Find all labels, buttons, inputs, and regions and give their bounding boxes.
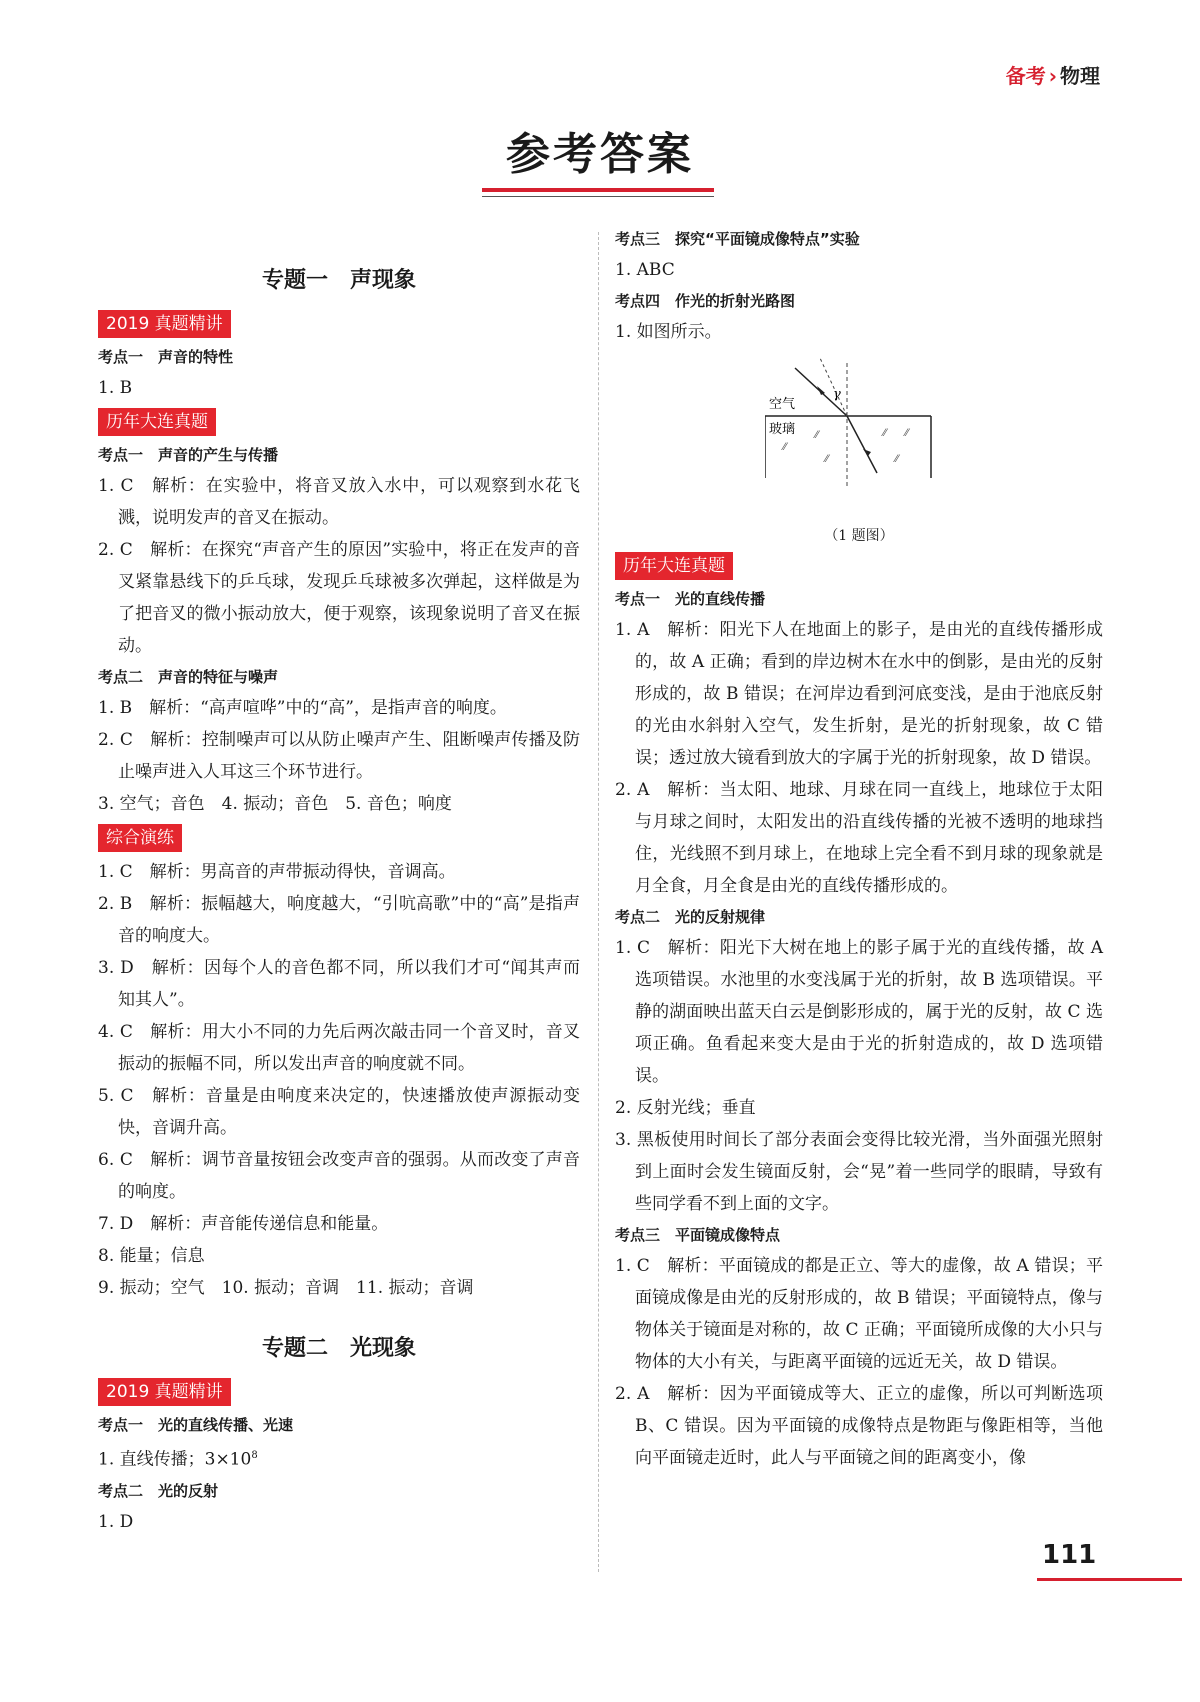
answer-item: 6. C 解析：调节音量按钮会改变声音的强弱。从而改变了声音的响度。 [98, 1150, 580, 1202]
answer-item: 9. 振动；空气 10. 振动；音调 11. 振动；音调 [98, 1278, 474, 1298]
header [1006, 60, 1100, 89]
answer-item: 1. C 解析：男高音的声带振动得快，音调高。 [98, 862, 456, 882]
page-number-underline [1037, 1578, 1182, 1581]
left-column [98, 258, 580, 1538]
answer-item: 2. C 解析：在探究“声音产生的原因”实验中，将正在发声的音叉紧靠悬线下的乒乓球，发现乒乓球被多次弹起，这样做是为了把音叉的微小振动放大，便于观察，该现象说明了音叉在振动。 [98, 540, 580, 656]
answer-text: 1. 直线传播；3×10 [98, 1449, 252, 1470]
answer-item: 3. D 解析：因每个人的音色都不同，所以我们才可“闻其声而知其人”。 [98, 958, 580, 1010]
kaodian-heading: 考点三 平面镜成像特点 [615, 1226, 781, 1244]
answer-item: 4. C 解析：用大小不同的力先后两次敲击同一个音叉时，音叉振动的振幅不同，所以发出声音的响度就不同。 [98, 1022, 580, 1074]
answer-item: 1. C 解析：平面镜成的都是正立、等大的虚像，故 A 错误；平面镜成像是由光的反射形成的，故 B 错误；平面镜特点，像与物体关于镜面是对称的，故 C 正确；平面镜所成像的大小只与物体的大小有关，与距离平面镜的远近无关，故 D 错误。 [615, 1256, 1103, 1372]
kaodian-heading: 考点二 光的反射 [98, 1481, 219, 1500]
hatch-mark: ⁄⁄ [895, 454, 899, 465]
kaodian-heading: 考点四 作光的折射光路图 [615, 292, 796, 310]
badge-zonghe: 综合演练 [98, 824, 182, 852]
kaodian-heading: 考点三 探究“平面镜成像特点”实验 [615, 230, 860, 248]
answer-item: 2. B 解析：振幅越大，响度越大，“引吭高歌”中的“高”是指声音的响度大。 [98, 894, 580, 946]
label-air: 空气 [769, 397, 796, 412]
title-underline [482, 188, 714, 192]
answer-item: 1. 如图所示。 [615, 322, 722, 342]
answer-item [98, 1440, 580, 1476]
answer-item: 1. ABC [615, 260, 675, 280]
hatch-mark: ⁄⁄ [825, 454, 829, 465]
page-title: 参考答案 [506, 129, 694, 180]
answer-item: 2. C 解析：控制噪声可以从防止噪声产生、阻断噪声传播及防止噪声进入人耳这三个环节进行。 [98, 730, 580, 782]
hatch-mark: ⁄⁄ [783, 442, 787, 453]
brand-label: 备考 [1005, 64, 1046, 88]
answer-item: 1. B 解析：“高声喧哗”中的“高”，是指声音的响度。 [98, 698, 507, 718]
answer-item: 2. A 解析：因为平面镜成等大、正立的虚像，所以可判断选项 B、C 错误。因为平面镜的成像特点是物距与像距相等，当他向平面镜走近时，此人与平面镜之间的距离变小，像 [615, 1384, 1103, 1468]
badge-history: 历年大连真题 [615, 552, 733, 580]
figure-caption: （1 题图） [824, 528, 894, 544]
page-number: 111 [1042, 1540, 1097, 1570]
kaodian-heading: 考点一 光的直线传播 [615, 590, 766, 608]
chevron-right-icon: › [1048, 64, 1057, 88]
answer-item: 3. 空气；音色 4. 振动；音色 5. 音色；响度 [98, 794, 452, 814]
badge-history: 历年大连真题 [98, 408, 216, 436]
answer-item: 7. D 解析：声音能传递信息和能量。 [98, 1214, 389, 1234]
section-title-2: 专题二 光现象 [261, 1335, 416, 1361]
answer-item: 1. C 解析：阳光下大树在地上的影子属于光的直线传播，故 A 选项错误。水池里的水变浅属于光的折射，故 B 选项错误。平静的湖面映出蓝天白云是倒影形成的，属于光的反射，故 C 选项正确。鱼看起来变大是由于光的折射造成的，故 D 选项错误。 [615, 938, 1103, 1086]
answer-item: 8. 能量；信息 [98, 1246, 205, 1266]
answer-item: 3. 黑板使用时间长了部分表面会变得比较光滑，当外面强光照射到上面时会发生镜面反射，会“晃”着一些同学的眼睛，导致有些同学看不到上面的文字。 [615, 1130, 1103, 1214]
hatch-mark: ⁄⁄ [815, 430, 819, 441]
refraction-diagram [765, 358, 945, 508]
badge-2019: 2019 真题精讲 [98, 1378, 231, 1406]
answer-item: 5. C 解析：音量是由响度来决定的，快速播放使声源振动变快，音调升高。 [98, 1086, 580, 1138]
hatch-mark: ⁄⁄ [883, 428, 887, 439]
answer-item: 1. C 解析：在实验中，将音叉放入水中，可以观察到水花飞溅，说明发声的音叉在振动。 [98, 476, 580, 528]
kaodian-heading: 考点一 光的直线传播、光速 [98, 1416, 294, 1434]
kaodian-heading: 考点二 声音的特征与噪声 [98, 668, 279, 686]
answer-item: 1. D [98, 1511, 134, 1532]
refraction-figure [615, 348, 1103, 548]
answer-item: 1. B [98, 378, 133, 398]
subject-label: 物理 [1060, 64, 1100, 88]
label-gamma: γ [833, 387, 841, 402]
exponent: 8 [251, 1450, 258, 1461]
label-glass: 玻璃 [769, 422, 796, 437]
answer-item: 2. 反射光线；垂直 [615, 1098, 756, 1118]
kaodian-heading: 考点一 声音的特性 [98, 348, 234, 366]
badge-2019: 2019 真题精讲 [98, 310, 231, 338]
answer-item: 1. A 解析：阳光下人在地面上的影子，是由光的直线传播形成的，故 A 正确；看到的岸边树木在水中的倒影，是由光的反射形成的，故 B 错误；在河岸边看到河底变浅，是由于池底反射的光由水斜射入空气，发生折射，是光的折射现象，故 C 错误；透过放大镜看到放大的字属于光的折射现象，故 D 错误。 [615, 620, 1103, 768]
title-underline-thin [482, 196, 714, 197]
column-divider [598, 232, 599, 1572]
right-column [615, 224, 1103, 1474]
refracted-ray [847, 416, 877, 473]
hatch-mark: ⁄⁄ [905, 428, 909, 439]
section-title-1: 专题一 声现象 [261, 267, 416, 293]
answer-item: 2. A 解析：当太阳、地球、月球在同一直线上，地球位于太阳与月球之间时，太阳发出的沿直线传播的光被不透明的地球挡住，光线照不到月球上，在地球上完全看不到月球的现象就是月全食，月全食是由光的直线传播形成的。 [615, 780, 1103, 896]
kaodian-heading: 考点一 声音的产生与传播 [98, 446, 279, 464]
kaodian-heading: 考点二 光的反射规律 [615, 908, 766, 926]
